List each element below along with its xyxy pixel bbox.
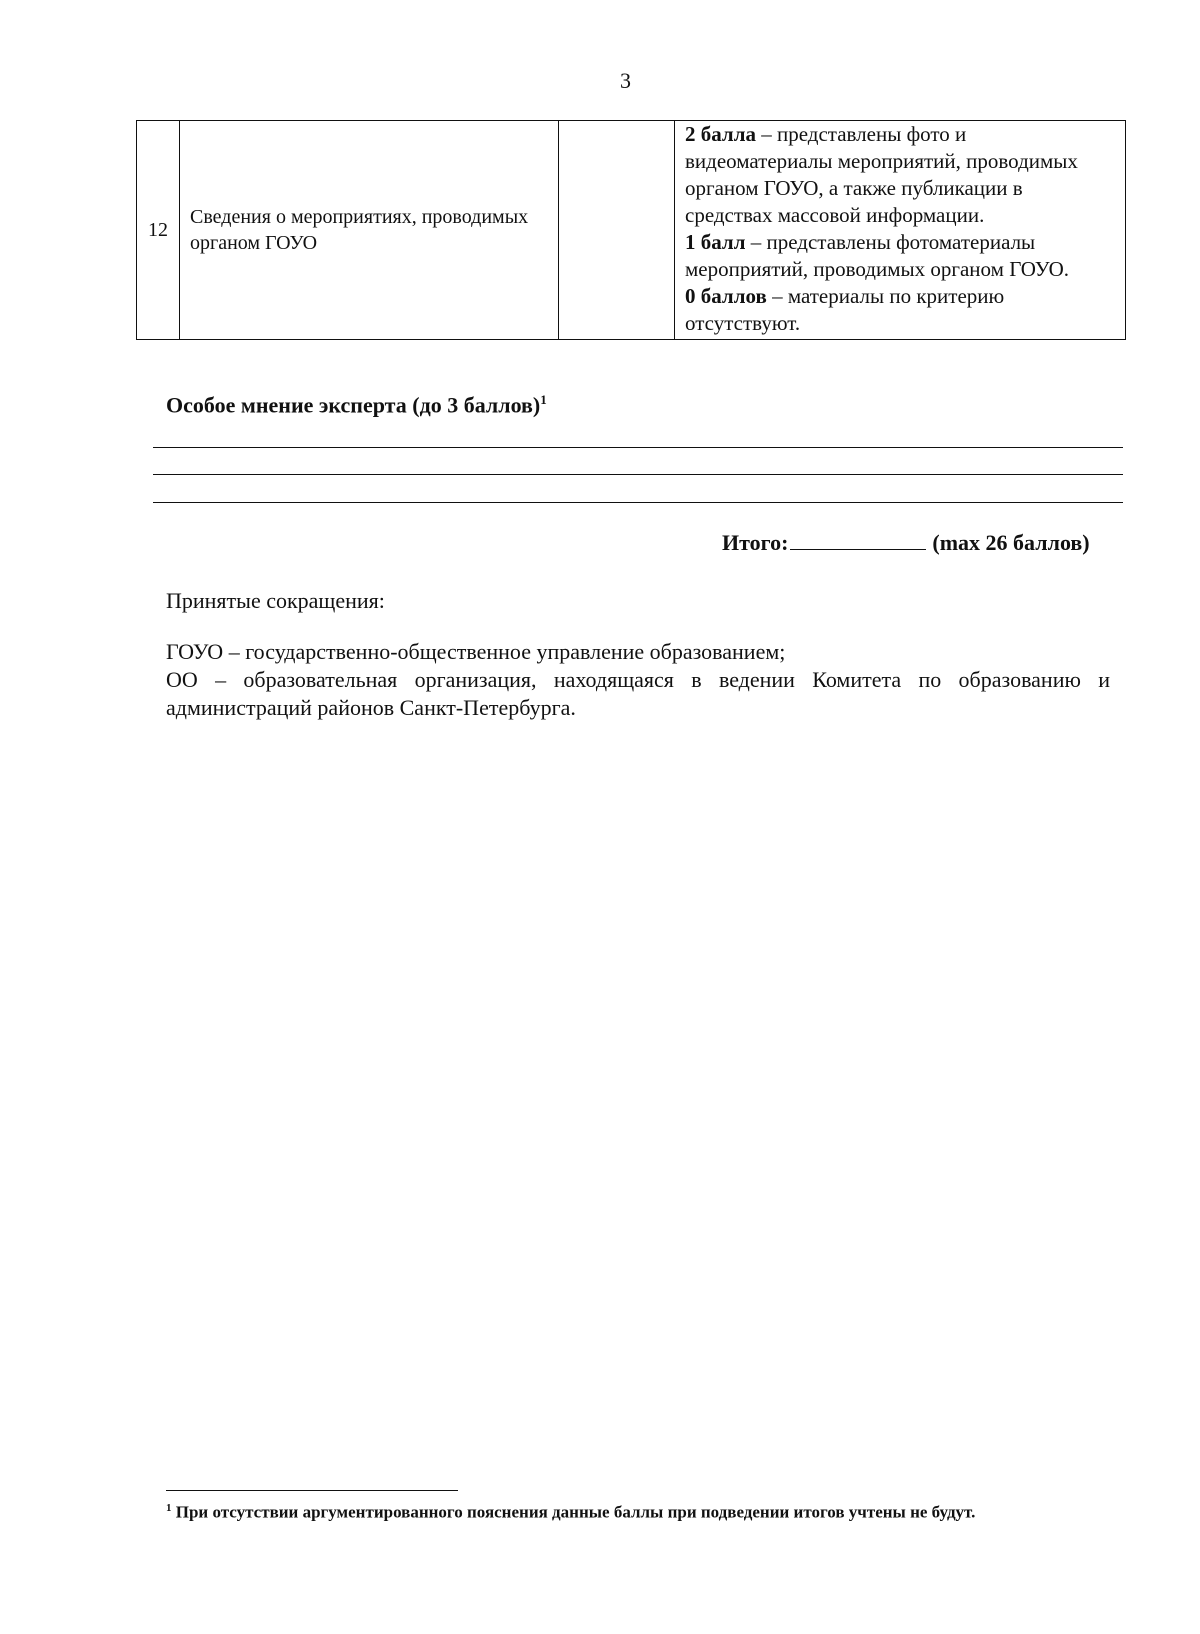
abbreviations-heading: Принятые сокращения: bbox=[166, 588, 385, 613]
score-line bbox=[685, 229, 1115, 283]
table-row bbox=[137, 121, 1126, 340]
expert-opinion-heading bbox=[166, 392, 547, 418]
expert-opinion-line[interactable] bbox=[153, 447, 1123, 448]
page-number: 3 bbox=[620, 68, 631, 93]
total-blank[interactable] bbox=[790, 531, 926, 550]
footnote bbox=[166, 1502, 975, 1523]
score-cell-empty bbox=[559, 121, 675, 340]
score-line bbox=[685, 121, 1115, 229]
score-text: – представлены фотоматериалы мероприятий, проводимых органом ГОУО. bbox=[685, 230, 1070, 281]
total-max-note: (max 26 баллов) bbox=[932, 530, 1090, 555]
criteria-table bbox=[136, 120, 1126, 340]
expert-opinion-line[interactable] bbox=[153, 502, 1123, 503]
score-text: – материалы по критерию отсутствуют. bbox=[685, 284, 1005, 335]
score-text: – представлены фото и видеоматериалы мероприятий, проводимых органом ГОУО, а также публикации в средствах массовой информации. bbox=[685, 122, 1078, 227]
abbreviations-list bbox=[166, 638, 1110, 722]
expert-opinion-line[interactable] bbox=[153, 474, 1123, 475]
score-value: 1 балл bbox=[685, 230, 746, 254]
footnote-ref: 1 bbox=[540, 392, 547, 407]
expert-opinion-title: Особое мнение эксперта (до 3 баллов) bbox=[166, 392, 541, 418]
footnote-number: 1 bbox=[166, 1502, 172, 1514]
footnote-divider bbox=[166, 1490, 458, 1491]
score-line bbox=[685, 283, 1115, 337]
total-label: Итого: bbox=[722, 530, 789, 555]
scoring-description bbox=[675, 121, 1126, 340]
criterion-name: Сведения о мероприятиях, проводимых органом ГОУО bbox=[180, 121, 559, 340]
abbreviation-item: ГОУО – государственно-общественное управление образованием; bbox=[166, 639, 786, 664]
total-line bbox=[722, 530, 1090, 556]
criterion-number: 12 bbox=[137, 121, 180, 340]
abbreviation-item: ОО – образовательная организация, находящаяся в ведении Комитета по образованию и администраций районов Санкт-Петербурга. bbox=[166, 667, 1110, 720]
footnote-text: При отсутствии аргументированного пояснения данные баллы при подведении итогов учтены не будут. bbox=[171, 1502, 976, 1522]
score-value: 0 баллов bbox=[685, 284, 767, 308]
score-value: 2 балла bbox=[685, 122, 756, 146]
